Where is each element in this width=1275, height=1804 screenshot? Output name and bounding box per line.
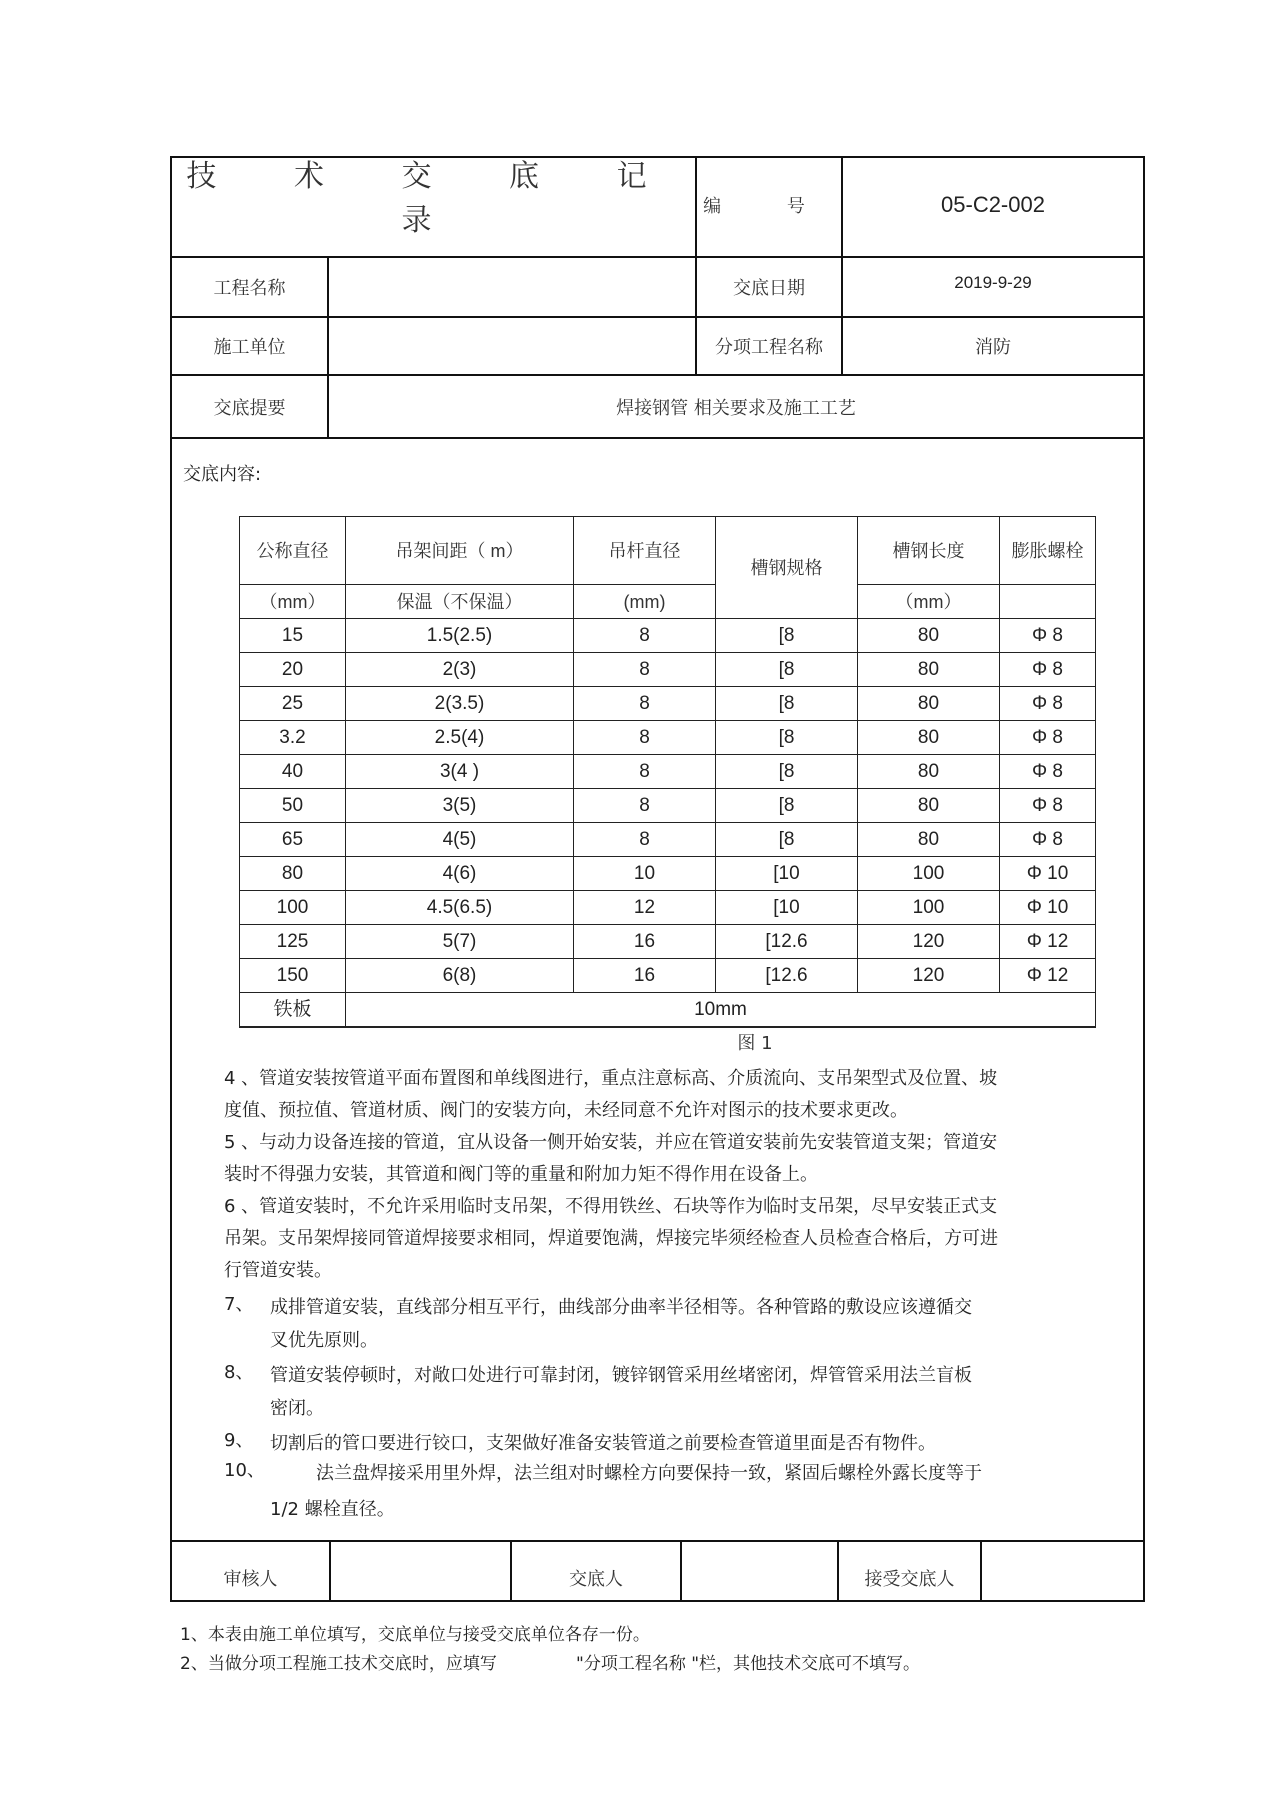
cell-bolt: Φ 12 (1000, 925, 1096, 959)
note-line: 度值、预拉值、管道材质、阀门的安装方向，未经同意不允许对图示的技术要求更改。 (224, 1100, 908, 1121)
cell-bolt: Φ 8 (1000, 653, 1096, 687)
item-line: 切割后的管口要进行铰口，支架做好准备安装管道之前要检查管道里面是否有物件。 (270, 1433, 936, 1454)
summary-label: 交底提要 (213, 397, 286, 419)
cell-diameter: 3.2 (240, 721, 346, 755)
number-value: 05-C2-002 (941, 192, 1045, 217)
cell-diameter: 15 (240, 619, 346, 653)
cell-diameter: 150 (240, 959, 346, 993)
date-value[interactable]: 2019-9-29 (954, 273, 1032, 292)
table-row (240, 789, 1096, 823)
item-number: 9、 (224, 1430, 254, 1451)
cell-bolt: Φ 8 (1000, 823, 1096, 857)
cell-channel: [12.6 (716, 925, 858, 959)
plate-label: 铁板 (240, 993, 346, 1028)
unit-label: 施工单位 (213, 337, 286, 358)
table-row (240, 891, 1096, 925)
subheader-diameter: （mm） (240, 585, 346, 619)
cell-spacing: 3(4 ) (346, 755, 574, 789)
cell-spacing: 4.5(6.5) (346, 891, 574, 925)
note-line: 5 、与动力设备连接的管道，宜从设备一侧开始安装，并应在管道安装前先安装管道支架；管道安 (224, 1132, 998, 1153)
cell-diameter: 80 (240, 857, 346, 891)
cell-length: 100 (858, 857, 1000, 891)
project-name-value[interactable] (329, 258, 695, 316)
cell-spacing: 4(6) (346, 857, 574, 891)
cell-spacing: 3(5) (346, 789, 574, 823)
number-label: 编 号 (703, 196, 835, 217)
spec-table (239, 516, 1096, 1028)
subheader-rod: (mm) (574, 585, 716, 619)
reviewer-signature-field[interactable] (331, 1542, 510, 1600)
subheader-spacing: 保温（不保温） (346, 585, 574, 619)
table-row (240, 619, 1096, 653)
cell-rod: 10 (574, 857, 716, 891)
item-line: 法兰盘焊接采用里外焊，法兰组对时螺栓方向要保持一致，紧固后螺栓外露长度等于 (316, 1463, 982, 1484)
item-number: 8、 (224, 1362, 254, 1383)
cell-spacing: 6(8) (346, 959, 574, 993)
table-row (240, 721, 1096, 755)
cell-rod: 8 (574, 619, 716, 653)
table-row (240, 925, 1096, 959)
subheader-bolt (1000, 585, 1096, 619)
table-row (240, 857, 1096, 891)
subheader-length: （mm） (858, 585, 1000, 619)
note-line: 吊架。支吊架焊接同管道焊接要求相同，焊道要饱满，焊接完毕须经检查人员检查合格后，方可进 (224, 1228, 998, 1249)
cell-spacing: 4(5) (346, 823, 574, 857)
cell-rod: 8 (574, 823, 716, 857)
header-channel: 槽钢规格 (716, 517, 858, 619)
cell-rod: 16 (574, 959, 716, 993)
item-line: 管道安装停顿时，对敞口处进行可靠封闭，镀锌钢管采用丝堵密闭，焊管管采用法兰盲板 (270, 1365, 972, 1386)
item-number: 7、 (224, 1294, 254, 1315)
table-row (240, 959, 1096, 993)
cell-rod: 8 (574, 687, 716, 721)
project-name-label: 工程名称 (213, 278, 286, 299)
cell-bolt: Φ 8 (1000, 755, 1096, 789)
table-row (240, 687, 1096, 721)
presenter-label: 交底人 (569, 1569, 623, 1590)
header-bolt: 膨胀螺栓 (1000, 517, 1096, 585)
cell-channel: [8 (716, 789, 858, 823)
cell-length: 100 (858, 891, 1000, 925)
cell-channel: [8 (716, 823, 858, 857)
note-line: 6 、管道安装时，不允许采用临时支吊架，不得用铁丝、石块等作为临时支吊架，尽早安装正式支 (224, 1196, 998, 1217)
cell-length: 120 (858, 959, 1000, 993)
cell-bolt: Φ 8 (1000, 789, 1096, 823)
footnote-line: 2、当做分项工程施工技术交底时，应填写 (180, 1654, 497, 1674)
cell-spacing: 5(7) (346, 925, 574, 959)
cell-length: 120 (858, 925, 1000, 959)
cell-rod: 12 (574, 891, 716, 925)
cell-bolt: Φ 8 (1000, 619, 1096, 653)
table-row (240, 653, 1096, 687)
item-line: 叉优先原则。 (270, 1330, 378, 1351)
subproject-label: 分项工程名称 (715, 337, 823, 358)
presenter-signature-field[interactable] (682, 1542, 837, 1600)
cell-length: 80 (858, 789, 1000, 823)
cell-rod: 8 (574, 755, 716, 789)
table-row (240, 755, 1096, 789)
cell-rod: 8 (574, 789, 716, 823)
cell-length: 80 (858, 755, 1000, 789)
item-line: 1/2 螺栓直径。 (270, 1499, 395, 1520)
subproject-value[interactable]: 消防 (975, 337, 1011, 358)
cell-bolt: Φ 8 (1000, 687, 1096, 721)
figure-caption: 图 1 (737, 1033, 773, 1054)
cell-channel: [8 (716, 755, 858, 789)
item-line: 成排管道安装，直线部分相互平行，曲线部分曲率半径相等。各种管路的敷设应该遵循交 (270, 1297, 972, 1318)
cell-bolt: Φ 10 (1000, 891, 1096, 925)
receiver-signature-field[interactable] (982, 1542, 1143, 1600)
cell-diameter: 100 (240, 891, 346, 925)
summary-value[interactable]: 焊接钢管 相关要求及施工工艺 (616, 397, 856, 419)
cell-channel: [8 (716, 687, 858, 721)
cell-bolt: Φ 12 (1000, 959, 1096, 993)
cell-spacing: 2.5(4) (346, 721, 574, 755)
form-title: 技 术 交 底 记 录 (186, 159, 681, 238)
receiver-label: 接受交底人 (864, 1569, 955, 1590)
cell-diameter: 125 (240, 925, 346, 959)
header-spacing: 吊架间距（ m） (346, 517, 574, 585)
cell-length: 80 (858, 721, 1000, 755)
cell-channel: [10 (716, 857, 858, 891)
plate-value: 10mm (346, 993, 1096, 1028)
unit-value[interactable] (329, 318, 695, 374)
cell-bolt: Φ 10 (1000, 857, 1096, 891)
cell-length: 80 (858, 687, 1000, 721)
cell-rod: 8 (574, 653, 716, 687)
content-label: 交底内容: (183, 464, 262, 485)
cell-diameter: 50 (240, 789, 346, 823)
footnote-line: "分项工程名称 "栏，其他技术交底可不填写。 (576, 1654, 921, 1674)
item-line: 密闭。 (270, 1398, 324, 1419)
cell-channel: [8 (716, 721, 858, 755)
footnote-line: 1、本表由施工单位填写，交底单位与接受交底单位各存一份。 (180, 1625, 650, 1645)
header-diameter: 公称直径 (240, 517, 346, 585)
cell-spacing: 2(3.5) (346, 687, 574, 721)
note-line: 装时不得强力安装，其管道和阀门等的重量和附加力矩不得作用在设备上。 (224, 1164, 818, 1185)
cell-channel: [8 (716, 653, 858, 687)
cell-spacing: 2(3) (346, 653, 574, 687)
cell-channel: [8 (716, 619, 858, 653)
cell-rod: 16 (574, 925, 716, 959)
table-row (240, 823, 1096, 857)
cell-channel: [10 (716, 891, 858, 925)
date-label: 交底日期 (733, 278, 805, 299)
item-number: 10、 (224, 1460, 265, 1481)
cell-length: 80 (858, 619, 1000, 653)
note-line: 行管道安装。 (224, 1260, 332, 1281)
cell-rod: 8 (574, 721, 716, 755)
header-length: 槽钢长度 (858, 517, 1000, 585)
cell-length: 80 (858, 823, 1000, 857)
cell-diameter: 25 (240, 687, 346, 721)
cell-diameter: 20 (240, 653, 346, 687)
header-rod: 吊杆直径 (574, 517, 716, 585)
cell-diameter: 40 (240, 755, 346, 789)
cell-bolt: Φ 8 (1000, 721, 1096, 755)
reviewer-label: 审核人 (223, 1569, 278, 1590)
note-line: 4 、管道安装按管道平面布置图和单线图进行，重点注意标高、介质流向、支吊架型式及位置、坡 (224, 1068, 998, 1089)
cell-channel: [12.6 (716, 959, 858, 993)
cell-length: 80 (858, 653, 1000, 687)
cell-spacing: 1.5(2.5) (346, 619, 574, 653)
cell-diameter: 65 (240, 823, 346, 857)
